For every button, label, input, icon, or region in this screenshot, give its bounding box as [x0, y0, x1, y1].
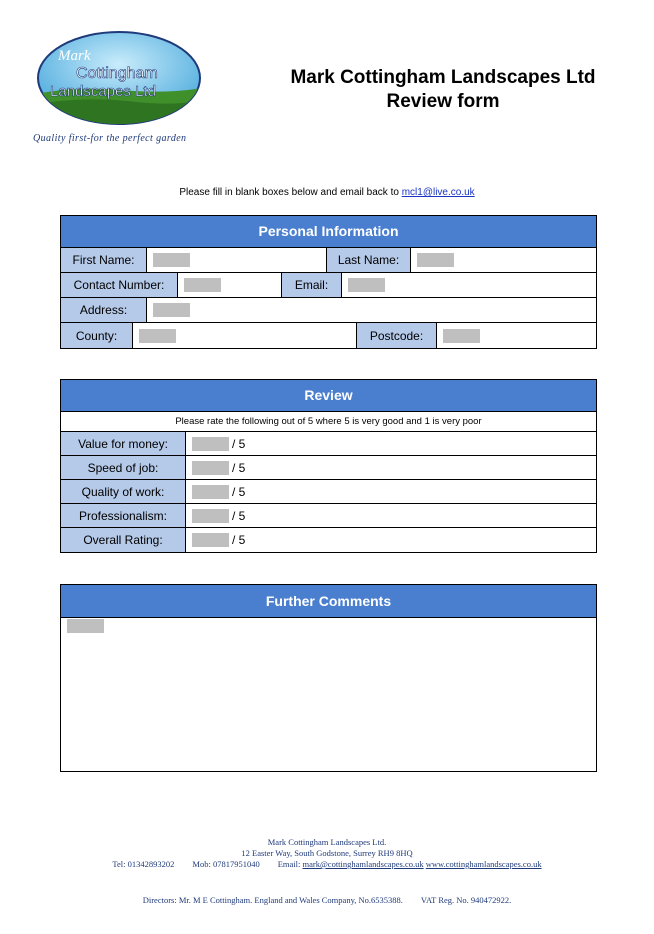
name-row: [61, 248, 596, 273]
email-value: [342, 273, 596, 297]
review-label: Value for money:: [61, 432, 186, 455]
footer-company: Mark Cottingham Landscapes Ltd.: [267, 837, 387, 847]
review-instructions: Please rate the following out of 5 where 5 is very good and 1 is very poor: [61, 412, 596, 432]
instructions-text: Please fill in blank boxes below and email back to: [179, 187, 399, 198]
svg-text:Mark: Mark: [58, 48, 91, 64]
review-heading: Review: [61, 380, 596, 412]
postcode-value: [437, 323, 596, 348]
rating-field[interactable]: [192, 533, 229, 547]
rating-field[interactable]: [192, 485, 229, 499]
review-row: [61, 432, 596, 456]
rating-suffix: / 5: [232, 436, 246, 451]
rating-suffix: / 5: [232, 460, 246, 475]
contact-number-label: Contact Number:: [61, 273, 178, 297]
form-title: Review form: [386, 91, 500, 112]
footer-legal: [0, 895, 654, 906]
first-name-value: [147, 248, 326, 272]
review-value: [186, 456, 245, 479]
first-name-label: First Name:: [61, 248, 147, 272]
page-title: [236, 66, 650, 114]
rating-suffix: / 5: [232, 508, 246, 523]
contact-email-link[interactable]: mcl1@live.co.uk: [401, 187, 475, 198]
review-row: [61, 528, 596, 552]
footer-directors: Directors: Mr. M E Cottingham. England and Wales Company, No.6535388.: [142, 895, 403, 905]
contact-number-value: [178, 273, 281, 297]
contact-number-field[interactable]: [184, 278, 221, 292]
review-label: Speed of job:: [61, 456, 186, 479]
review-row: [61, 480, 596, 504]
footer: [0, 837, 654, 870]
footer-address: 12 Easter Way, South Godstone, Surrey RH9 8HQ: [241, 848, 413, 858]
rating-suffix: / 5: [232, 533, 246, 547]
footer-email-link[interactable]: mark@cottinghamlandscapes.co.uk: [302, 859, 424, 869]
company-logo: [36, 30, 202, 126]
footer-tel: Tel: 01342893202: [112, 859, 175, 869]
review-label: Quality of work:: [61, 480, 186, 503]
further-comments-heading: Further Comments: [61, 585, 596, 618]
review-label: Professionalism:: [61, 504, 186, 527]
county-row: [61, 323, 596, 348]
svg-text:Landscapes Ltd: Landscapes Ltd: [50, 83, 156, 100]
county-label: County:: [61, 323, 133, 348]
tagline: Quality first-for the perfect garden: [33, 133, 187, 144]
review-section: [60, 379, 597, 553]
postcode-label: Postcode:: [356, 323, 437, 348]
further-comments-section: [60, 584, 597, 772]
postcode-field[interactable]: [443, 329, 480, 343]
comments-field[interactable]: [67, 619, 104, 633]
last-name-label: Last Name:: [326, 248, 411, 272]
personal-information-heading: Personal Information: [61, 216, 596, 248]
review-value: [186, 432, 245, 455]
address-label: Address:: [61, 298, 147, 322]
review-value: [186, 528, 245, 552]
footer-contact: [0, 859, 654, 870]
footer-mob: Mob: 07817951040: [192, 859, 260, 869]
rating-field[interactable]: [192, 461, 229, 475]
company-name: Mark Cottingham Landscapes Ltd: [290, 67, 596, 88]
review-list: [61, 432, 596, 552]
instructions: [0, 187, 654, 198]
rating-field[interactable]: [192, 437, 229, 451]
review-label: Overall Rating:: [61, 528, 186, 552]
first-name-field[interactable]: [153, 253, 190, 267]
address-field[interactable]: [153, 303, 190, 317]
address-value: [147, 298, 596, 322]
footer-website-link[interactable]: www.cottinghamlandscapes.co.uk: [425, 859, 542, 869]
review-value: [186, 504, 245, 527]
rating-field[interactable]: [192, 509, 229, 523]
personal-information-section: [60, 215, 597, 349]
last-name-field[interactable]: [417, 253, 454, 267]
footer-vat: VAT Reg. No. 940472922.: [420, 895, 512, 905]
review-row: [61, 504, 596, 528]
email-field[interactable]: [348, 278, 385, 292]
comments-area: [61, 618, 596, 773]
footer-email-label: Email:: [277, 859, 301, 869]
last-name-value: [411, 248, 596, 272]
address-row: [61, 298, 596, 323]
review-value: [186, 480, 245, 503]
county-field[interactable]: [139, 329, 176, 343]
contact-row: [61, 273, 596, 298]
review-row: [61, 456, 596, 480]
svg-text:Cottingham: Cottingham: [76, 65, 158, 82]
county-value: [133, 323, 356, 348]
rating-suffix: / 5: [232, 484, 246, 499]
email-label: Email:: [281, 273, 342, 297]
